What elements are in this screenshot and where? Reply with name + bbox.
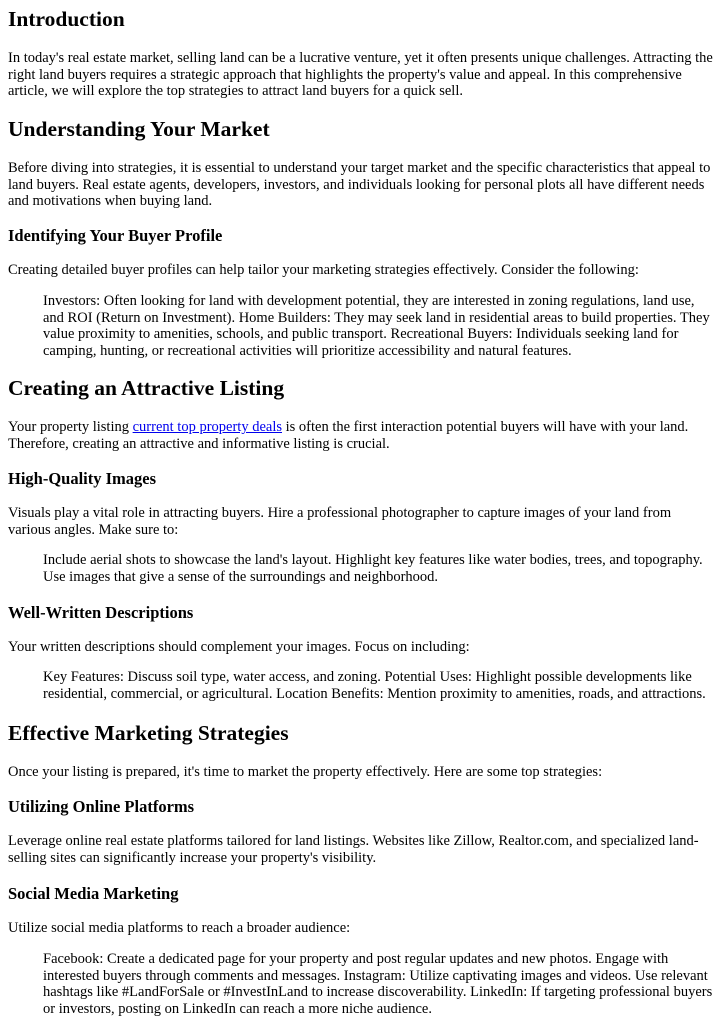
paragraph-understanding-market: Before diving into strategies, it is essential to understand your target market and the specific characteristics that appeal to land buyers. Real estate agents, developers, investors, and individuals looking for personal plots all have different needs and motivations when buying land.: [8, 160, 711, 209]
paragraph-social-media-marketing: Utilize social media platforms to reach a broader audience:: [8, 920, 351, 936]
quote-image-tips: Include aerial shots to showcase the land's layout. Highlight key features like water bodies, trees, and topography. Use images that give a sense of the surroundings and neighborhood.: [43, 552, 703, 585]
paragraph-well-written-descriptions: Your written descriptions should complement your images. Focus on including:: [8, 639, 470, 655]
paragraph-listing-text-start: Your property listing: [8, 419, 133, 435]
heading-high-quality-images: High-Quality Images: [8, 469, 157, 488]
heading-online-platforms: Utilizing Online Platforms: [8, 797, 195, 816]
quote-buyer-profiles: Investors: Often looking for land with development potential, they are interested in zoning regulations, land use, and ROI (Return on Investment). Home Builders: They may seek land in residential areas to build properties. They value proximity to amenities, schools, and public transport. Recreational Buyers: Individuals seeking land for camping, hunting, or recreational activities will prioritize accessibility and natural features.: [43, 293, 710, 359]
heading-social-media-marketing: Social Media Marketing: [8, 884, 179, 903]
top-property-deals-link[interactable]: current top property deals: [132, 419, 282, 435]
heading-attractive-listing: Creating an Attractive Listing: [8, 376, 285, 400]
heading-introduction: Introduction: [8, 7, 125, 31]
paragraph-high-quality-images: Visuals play a vital role in attracting buyers. Hire a professional photographer to capture images of your land from various angles. Make sure to:: [8, 505, 672, 538]
heading-buyer-profile: Identifying Your Buyer Profile: [8, 226, 223, 245]
paragraph-attractive-listing: [8, 419, 716, 452]
paragraph-online-platforms: Leverage online real estate platforms tailored for land listings. Websites like Zillow, Realtor.com, and specialized land-selling sites can significantly increase your property's visibility.: [8, 833, 699, 866]
paragraph-marketing-strategies: Once your listing is prepared, it's time to market the property effectively. Here are some top strategies:: [8, 764, 603, 780]
paragraph-introduction: In today's real estate market, selling land can be a lucrative venture, yet it often presents unique challenges. Attracting the right land buyers requires a strategic approach that highlights the property's value and appeal. In this comprehensive article, we will explore the top strategies to attract land buyers for a quick sell.: [8, 50, 713, 99]
quote-description-tips: Key Features: Discuss soil type, water access, and zoning. Potential Uses: Highlight possible developments like residential, commercial, or agricultural. Location Benefits: Mention proximity to amenities, roads, and attractions.: [43, 669, 706, 702]
heading-understanding-market: Understanding Your Market: [8, 117, 270, 141]
paragraph-listing-text-end: is often the first interaction potential buyers will have with your land. Therefore, creating an attractive and informative listing is crucial.: [8, 419, 689, 452]
quote-social-platforms: Facebook: Create a dedicated page for your property and post regular updates and new photos. Engage with interested buyers through comments and messages. Instagram: Utilize captivating images and videos. Use relevant hashtags like #LandForSale or #InvestInLand to increase discoverability. LinkedIn: If targeting professional buyers or investors, posting on LinkedIn can reach a more niche audience.: [43, 951, 713, 1017]
heading-well-written-descriptions: Well-Written Descriptions: [8, 603, 194, 622]
paragraph-buyer-profile: Creating detailed buyer profiles can help tailor your marketing strategies effectively. Consider the following:: [8, 262, 639, 278]
heading-marketing-strategies: Effective Marketing Strategies: [8, 721, 289, 745]
